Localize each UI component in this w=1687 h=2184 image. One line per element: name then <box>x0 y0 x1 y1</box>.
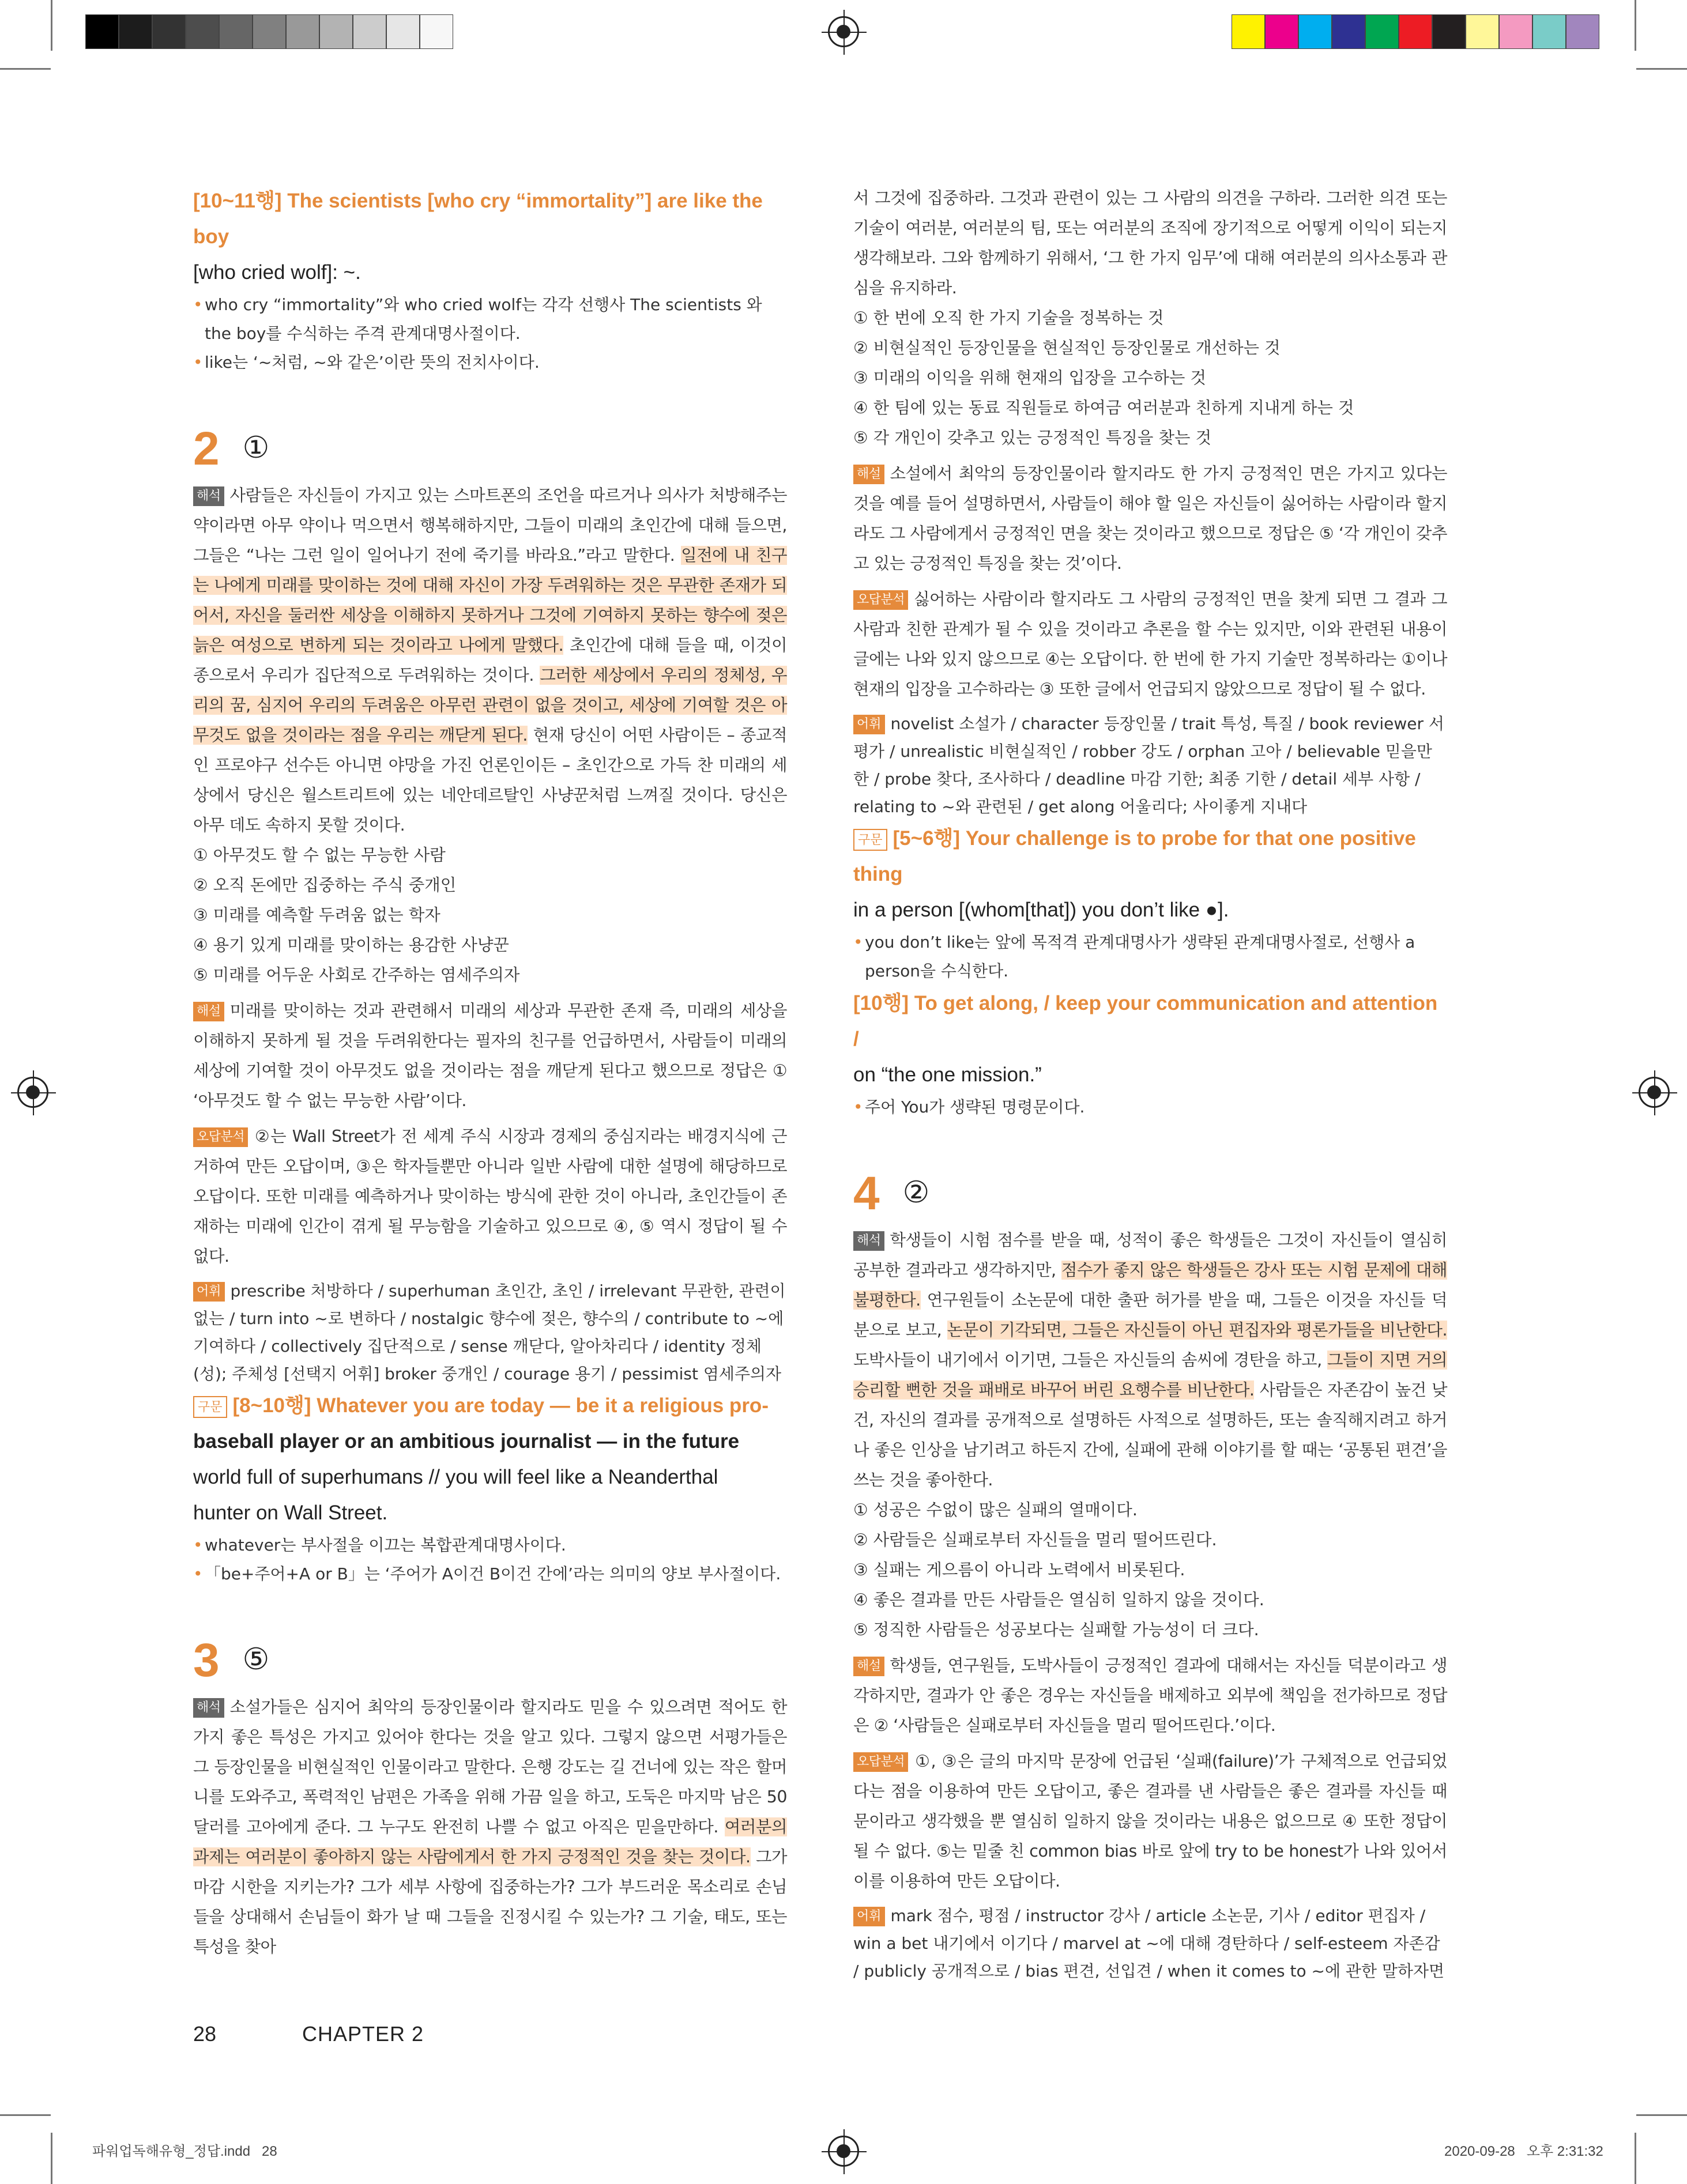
color-swatch <box>1265 14 1298 49</box>
grammar-line: [10행] To get along, / keep your communication and attention / <box>853 992 1438 1050</box>
grammar-line: in a person [(whom[that]) you don’t like ●]. <box>853 899 1229 921</box>
crop-mark <box>51 0 52 51</box>
answer-mark: ① <box>242 431 270 465</box>
option-item: ① 성공은 수없이 많은 실패의 열매이다. <box>853 1500 1138 1519</box>
option-item: ④ 좋은 결과를 만든 사람들은 열심히 일하지 않을 것이다. <box>853 1590 1264 1609</box>
label-badge: 오답분석 <box>853 1752 908 1772</box>
option-item: ④ 용기 있게 미래를 맞이하는 용감한 사냥꾼 <box>193 936 509 955</box>
grammar-line: world full of superhumans // you will feel like a Neanderthal <box>193 1466 718 1488</box>
color-swatch <box>1298 14 1332 49</box>
option-item: ② 사람들은 실패로부터 자신들을 멀리 떨어뜨린다. <box>853 1530 1217 1549</box>
gray-swatch <box>319 14 353 49</box>
grammar-line: baseball player or an ambitious journalist — in the future <box>193 1430 740 1453</box>
highlighted-text: 점수가 좋지 않은 학생들은 강사 또는 시험 문제에 대해 불평한다. <box>853 1261 1447 1310</box>
label-badge: 어휘 <box>853 715 885 734</box>
option-item: ① 아무것도 할 수 없는 무능한 사람 <box>193 846 446 865</box>
solution-paragraph: 해설 미래를 맞이하는 것과 관련해서 미래의 세상과 무관한 존재 즉, 미래의 세상을 이해하지 못하게 될 것을 두려워한다는 필자의 친구를 언급하면서, 사람들이 미래의 세상에 기여할 것이 아무것도 없을 것이라는 점을 깨닫게 된다고 했으므로 정답은 ① ‘아무것도 할 수 없는 무능한 사람’이다. <box>193 1001 787 1110</box>
grammar-line: [who cried wolf]: ~. <box>193 261 361 284</box>
right-column <box>853 183 1447 1985</box>
grammar-line: [10~11행] The scientists [who cry “immortality”] are like the boy <box>193 190 763 248</box>
gray-swatch <box>253 14 286 49</box>
label-badge: 해설 <box>853 465 884 484</box>
grammar-note: • 「be+주어+A or B」는 ‘주어가 A이건 B이건 간에’라는 의미의 양보 부사절이다. <box>193 1560 787 1589</box>
registration-mark-right <box>1639 1077 1670 1108</box>
highlighted-text: 그들이 지면 거의 승리할 뻔한 것을 패배로 바꾸어 버린 요행수를 비난한다. <box>853 1351 1448 1400</box>
vocabulary-paragraph: 어휘 novelist 소설가 / character 등장인물 / trait 특성, 특질 / book reviewer 서평가 / unrealistic 비현실적인 / robber 강도 / orphan 고아 / believable 믿을만한 / probe 찾다, 조사하다 / deadline 마감 기한; 최종 기한 / detail 세부 사항 / relating to ~와 관련된 / get along 어울리다; 사이좋게 지내다 <box>853 714 1444 816</box>
highlighted-text: 그러한 세상에서 우리의 정체성, 우리의 꿈, 심지어 우리의 두려움은 아무런 관련이 없을 것이고, 세상에 기여할 것은 아무것도 없을 것이라는 점을 우리는 깨닫게 된다. <box>193 666 788 745</box>
grammar-note: • like는 ‘~처럼, ~와 같은’이란 뜻의 전치사이다. <box>193 348 787 377</box>
left-column <box>193 183 787 1962</box>
crop-mark <box>0 2114 51 2116</box>
color-swatch <box>1399 14 1432 49</box>
gray-swatch <box>420 14 453 49</box>
crop-mark <box>1635 0 1636 51</box>
file-name: 파워업독해유형_정답.indd 28 <box>92 2144 277 2159</box>
question-number: 4 <box>853 1167 880 1220</box>
grammar-note: • you don’t like는 앞에 목적격 관계대명사가 생략된 관계대명사절로, 선행사 a person을 수식한다. <box>853 928 1447 986</box>
label-badge: 해석 <box>193 1698 224 1718</box>
label-badge: 오답분석 <box>853 590 908 610</box>
label-badge: 어휘 <box>193 1282 225 1302</box>
gray-swatch <box>152 14 186 49</box>
highlighted-text: 논문이 기각되면, 그들은 자신들이 아닌 편집자와 평론가들을 비난한다. <box>947 1321 1447 1340</box>
registration-mark-top <box>828 16 859 47</box>
question-number: 3 <box>193 1634 220 1687</box>
gray-swatch <box>219 14 253 49</box>
translation-paragraph: 서 그것에 집중하라. 그것과 관련이 있는 그 사람의 의견을 구하라. 그러한 의견 또는 기술이 여러분, 여러분의 팀, 또는 여러분의 조직에 장기적으로 어떻게 이익이 되는지 생각해보라. 그와 함께하기 위해서, ‘그 한 가지 임무’에 대해 여러분의 의사소통과 관심을 유지하라. <box>853 188 1447 297</box>
vocabulary-paragraph: 어휘 prescribe 처방하다 / superhuman 초인간, 초인 / irrelevant 무관한, 관련이 없는 / turn into ~로 변하다 / nostalgic 향수에 젖은, 향수의 / contribute to ~에 기여하다 / collectively 집단적으로 / sense 깨닫다, 알아차리다 / identity 정체(성); 주체성 [선택지 어휘] broker 중개인 / courage 용기 / pessimist 염세주의자 <box>193 1281 786 1383</box>
question-number: 2 <box>193 423 220 475</box>
gray-swatch <box>119 14 152 49</box>
grammar-line: 구문 [8~10행] Whatever you are today — be it a religious pro- <box>193 1388 787 1424</box>
option-item: ② 비현실적인 등장인물을 현실적인 등장인물로 개선하는 것 <box>853 338 1281 357</box>
option-item: ② 오직 돈에만 집중하는 주식 중개인 <box>193 876 457 895</box>
chapter-label: CHAPTER 2 <box>302 2022 424 2046</box>
page-number: 28 <box>193 2022 217 2046</box>
option-item: ③ 미래를 예측할 두려움 없는 학자 <box>193 906 440 925</box>
highlighted-text: 일전에 내 친구는 나에게 미래를 맞이하는 것에 대해 자신이 가장 두려워하는 것은 무관한 존재가 되어서, 자신을 둘러싼 세상을 이해하지 못하거나 그것에 기여하지 못하는 향수에 젖은 늙은 여성으로 변하게 되는 것이라고 나에게 말했다. <box>193 546 787 655</box>
crop-mark <box>0 68 51 70</box>
label-badge: 오답분석 <box>193 1127 248 1147</box>
grammar-note: • 주어 You가 생략된 명령문이다. <box>853 1093 1447 1122</box>
option-item: ⑤ 각 개인이 갖추고 있는 긍정적인 특징을 찾는 것 <box>853 428 1212 447</box>
gray-swatch <box>85 14 119 49</box>
error-analysis-paragraph: 오답분석 싫어하는 사람이라 할지라도 그 사람의 긍정적인 면을 찾게 되면 그 결과 그 사람과 친한 관계가 될 수 있을 것이라고 추론을 할 수는 있지만, 이와 관련된 내용이 글에는 나와 있지 않으므로 ④는 오답이다. 한 번에 한 가지 기술만 정복하라는 ①이나 현재의 입장을 고수하라는 ③ 또한 글에서 언급되지 않았으므로 정답이 될 수 없다. <box>853 590 1447 699</box>
color-swatch <box>1499 14 1532 49</box>
answer-mark: ② <box>902 1175 930 1210</box>
option-item: ① 한 번에 오직 한 가지 기술을 정복하는 것 <box>853 308 1164 327</box>
option-item: ⑤ 정직한 사람들은 성공보다는 실패할 가능성이 더 크다. <box>853 1620 1259 1639</box>
registration-mark-bottom <box>828 2136 859 2167</box>
color-swatch <box>1365 14 1399 49</box>
label-badge: 구문 <box>193 1396 227 1418</box>
question-header <box>193 417 787 481</box>
solution-paragraph: 해설 소설에서 최악의 등장인물이라 할지라도 한 가지 긍정적인 면은 가지고 있다는 것을 예를 들어 설명하면서, 사람들이 해야 할 일은 자신들이 싫어하는 사람이라 할지라도 그 사람에게서 긍정적인 면을 찾는 것이라고 했으므로 정답은 ⑤ ‘각 개인이 갖추고 있는 긍정적인 특징을 찾는 것’이다. <box>853 464 1447 573</box>
option-item: ⑤ 미래를 어두운 사회로 간주하는 염세주의자 <box>193 965 520 985</box>
option-item: ④ 한 팀에 있는 동료 직원들로 하여금 여러분과 친하게 지내게 하는 것 <box>853 398 1354 417</box>
translation-paragraph: 해석 사람들은 자신들이 가지고 있는 스마트폰의 조언을 따르거나 의사가 처방해주는 약이라면 아무 약이나 먹으면서 행복해하지만, 그들이 미래의 초인간에 대해 들으면, 그들은 “나는 그런 일이 일어나기 전에 죽기를 바라요.”라고 말한다. 일전에 내 친구는 나에게 미래를 맞이하는 것에 대해 자신이 가장 두려워하는 것은 무관한 존재가 되어서, 자신을 둘러싼 세상을 이해하지 못하거나 그것에 기여하지 못하는 향수에 젖은 늙은 여성으로 변하게 되는 것이라고 나에게 말했다. 초인간에 대해 들을 때, 이것이 종으로서 우리가 집단적으로 두려워하는 것이다. 그러한 세상에서 우리의 정체성, 우리의 꿈, 심지어 우리의 두려움은 아무런 관련이 없을 것이고, 세상에 기여할 것은 아무것도 없을 것이라는 점을 우리는 깨닫게 된다. 현재 당신이 어떤 사람이든 – 종교적인 프로야구 선수든 아니면 야망을 가진 언론인이든 – 초인간으로 가득 찬 미래의 세상에서 당신은 월스트리트에 있는 네안데르탈인 사냥꾼처럼 느껴질 것이다. 당신은 아무 데도 속하지 못할 것이다. <box>193 486 788 835</box>
color-swatch <box>1532 14 1566 49</box>
gray-swatch <box>386 14 420 49</box>
error-analysis-paragraph: 오답분석 ②는 Wall Street가 전 세계 주식 시장과 경제의 중심지라는 배경지식에 근거하여 만든 오답이며, ③은 학자들뿐만 아니라 일반 사람에 대한 설명에 해당하므로 오답이다. 또한 미래를 예측하거나 맞이하는 방식에 관한 것이 아니라, 초인간들이 존재하는 미래에 인간이 겪게 될 무능함을 기술하고 있으므로 ④, ⑤ 역시 정답이 될 수 없다. <box>193 1127 787 1266</box>
answer-mark: ⑤ <box>242 1642 270 1677</box>
label-badge: 어휘 <box>853 1907 885 1926</box>
timestamp: 2020-09-28 오후 2:31:32 <box>1444 2144 1603 2159</box>
color-swatch <box>1332 14 1365 49</box>
grammar-line: on “the one mission.” <box>853 1063 1042 1086</box>
translation-paragraph: 해석 소설가들은 심지어 최악의 등장인물이라 할지라도 믿을 수 있으려면 적어도 한 가지 좋은 특성은 가지고 있어야 한다는 것을 알고 있다. 그렇지 않으면 서평가들은 그 등장인물을 비현실적인 인물이라고 말한다. 은행 강도는 길 건너에 있는 작은 할머니를 도와주고, 폭력적인 남편은 가족을 위해 가끔 일을 하고, 도둑은 마지막 남은 50달러를 고아에게 준다. 그 누구도 완전히 나쁠 수 없고 아직은 믿을만하다. 여러분의 과제는 여러분이 좋아하지 않는 사람에게서 한 가지 긍정적인 것을 찾는 것이다. 그가 마감 시한을 지키는가? 그가 세부 사항에 집중하는가? 그가 부드러운 목소리로 손님들을 상대해서 손님들이 화가 날 때 그들을 진정시킬 수 있는가? 그 기술, 태도, 또는 특성을 찾아 <box>193 1698 787 1956</box>
highlighted-text: 여러분의 과제는 여러분이 좋아하지 않는 사람에게서 한 가지 긍정적인 것을 찾는 것이다. <box>193 1817 787 1866</box>
vocabulary-paragraph: 어휘 mark 점수, 평점 / instructor 강사 / article 소논문, 기사 / editor 편집자 / win a bet 내기에서 이기다 / marvel at ~에 대해 경탄하다 / self-esteem 자존감 / publicly 공개적으로 / bias 편견, 선입견 / when it comes to ~에 관한 말하자면 <box>853 1906 1445 1981</box>
color-swatch <box>1432 14 1466 49</box>
crop-mark <box>51 2133 52 2184</box>
error-analysis-paragraph: 오답분석 ①, ③은 글의 마지막 문장에 언급된 ‘실패(failure)’가 구체적으로 언급되었다는 점을 이용하여 만든 오답이고, 좋은 결과를 낸 사람들은 좋은 결과를 자신들 때문이라고 생각했을 뿐 열심히 일하지 않을 것이라는 내용은 없으므로 ④ 또한 정답이 될 수 없다. ⑤는 밑줄 친 common bias 바로 앞에 try to be honest가 나와 있어서 이를 이용하여 만든 오답이다. <box>853 1752 1447 1891</box>
color-swatch <box>1232 14 1265 49</box>
option-item: ③ 미래의 이익을 위해 현재의 입장을 고수하는 것 <box>853 368 1207 387</box>
grammar-line: 구문 [5~6행] Your challenge is to probe for that one positive thing <box>853 827 1416 885</box>
translation-paragraph: 해석 학생들이 시험 점수를 받을 때, 성적이 좋은 학생들은 그것이 자신들이 열심히 공부한 결과라고 생각하지만, 점수가 좋지 않은 학생들은 강사 또는 시험 문제에 대해 불평한다. 연구원들이 소논문에 대한 출판 허가를 받을 때, 그들은 이것을 자신들 덕분으로 보고, 논문이 기각되면, 그들은 자신들이 아닌 편집자와 평론가들을 비난한다. 도박사들이 내기에서 이기면, 그들은 자신들의 솜씨에 경탄을 하고, 그들이 지면 거의 승리할 뻔한 것을 패배로 바꾸어 버린 요행수를 비난한다. 사람들은 자존감이 높건 낮건, 자신의 결과를 공개적으로 설명하든 사적으로 설명하든, 또는 솔직해지려고 하거나 좋은 인상을 남기려고 하든지 간에, 실패에 관해 이야기를 할 때는 ‘공통된 편견’을 쓰는 것을 좋아한다. <box>853 1231 1448 1489</box>
gray-swatch <box>353 14 386 49</box>
color-swatch <box>1566 14 1599 49</box>
question-header <box>853 1162 1447 1225</box>
grammar-note: • whatever는 부사절을 이끄는 복합관계대명사이다. <box>193 1531 787 1560</box>
label-badge: 해석 <box>193 486 224 506</box>
label-badge: 구문 <box>853 829 887 851</box>
grammar-note: • who cry “immortality”와 who cried wolf는 각각 선행사 The scientists 와 the boy를 수식하는 주격 관계대명사절이다. <box>193 291 787 348</box>
registration-mark-left <box>17 1077 48 1108</box>
solution-paragraph: 해설 학생들, 연구원들, 도박사들이 긍정적인 결과에 대해서는 자신들 덕분이라고 생각하지만, 결과가 안 좋은 경우는 자신들을 배제하고 외부에 책임을 전가하므로 정답은 ② ‘사람들은 실패로부터 자신들을 멀리 떨어뜨린다.’이다. <box>853 1656 1447 1735</box>
grammar-line: hunter on Wall Street. <box>193 1502 388 1524</box>
question-header <box>193 1629 787 1692</box>
color-swatch <box>1466 14 1499 49</box>
crop-mark <box>1636 68 1687 70</box>
label-badge: 해석 <box>853 1231 884 1251</box>
gray-swatch <box>286 14 319 49</box>
gray-swatch <box>186 14 219 49</box>
crop-mark <box>1635 2133 1636 2184</box>
label-badge: 해설 <box>853 1657 884 1676</box>
label-badge: 해설 <box>193 1002 224 1021</box>
crop-mark <box>1636 2114 1687 2116</box>
option-item: ③ 실패는 게으름이 아니라 노력에서 비롯된다. <box>853 1560 1185 1579</box>
